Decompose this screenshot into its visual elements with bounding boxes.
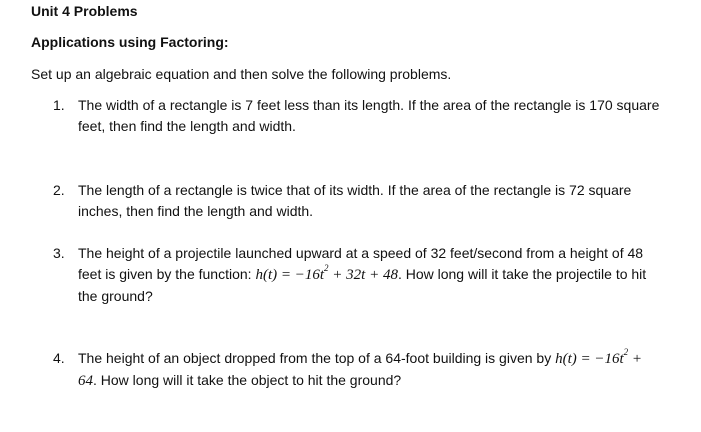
equation-left: h(t) = −16t bbox=[555, 351, 624, 367]
problem-text bbox=[78, 243, 663, 307]
equation-exponent: 2 bbox=[324, 263, 329, 273]
section-title: Applications using Factoring: bbox=[31, 34, 229, 50]
equation-right: + 64 bbox=[78, 351, 643, 389]
problem-3 bbox=[53, 243, 663, 307]
problem-text-before: The height of a projectile launched upward at a speed of 32 feet/second from a height of 48 feet is given by the function: bbox=[78, 245, 644, 282]
problem-number: 2. bbox=[53, 182, 65, 198]
problem-2 bbox=[53, 180, 663, 222]
problem-text bbox=[78, 348, 663, 392]
problem-text-after: . How long will it take the projectile to hit the ground? bbox=[78, 266, 647, 304]
problem-number: 3. bbox=[53, 245, 65, 261]
problem-text: The length of a rectangle is twice that of its width. If the area of the rectangle is 72 square inches, then find the length and width. bbox=[78, 182, 632, 219]
height-equation bbox=[255, 263, 398, 283]
unit-title: Unit 4 Problems bbox=[31, 3, 138, 19]
problem-text: The width of a rectangle is 7 feet less than its length. If the area of the rectangle is 170 square feet, then find the length and width. bbox=[78, 97, 660, 134]
problem-text-before: The height of an object dropped from the top of a 64-foot building is given by bbox=[78, 350, 556, 366]
problem-1 bbox=[53, 95, 663, 137]
problem-text-after: . How long will it take the object to hit the ground? bbox=[93, 372, 402, 388]
instructions: Set up an algebraic equation and then solve the following problems. bbox=[31, 66, 452, 82]
problem-number: 1. bbox=[53, 97, 65, 113]
problem-number: 4. bbox=[53, 350, 65, 366]
problem-4 bbox=[53, 348, 663, 392]
equation-left: h(t) = −16t bbox=[255, 267, 325, 283]
equation-right: + 32t + 48 bbox=[328, 267, 398, 283]
equation-exponent: 2 bbox=[623, 347, 629, 357]
